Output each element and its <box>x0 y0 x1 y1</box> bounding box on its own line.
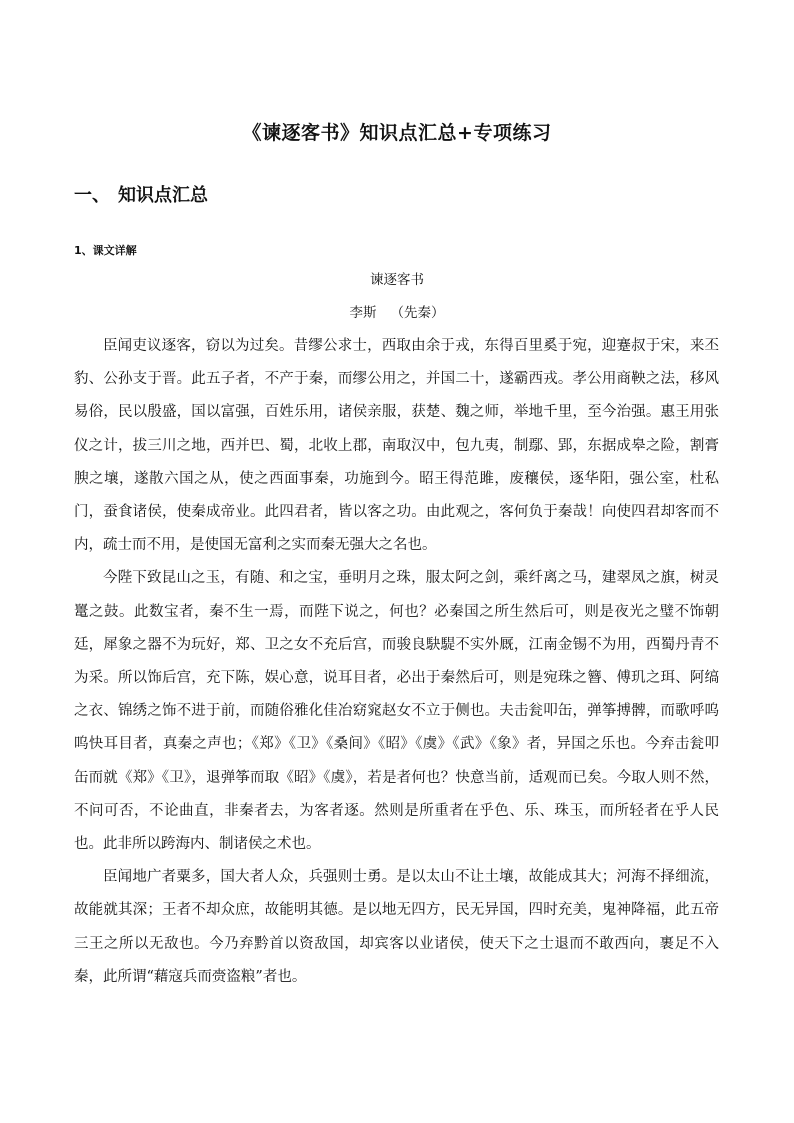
text-body <box>74 330 719 994</box>
text-author-line <box>0 301 794 321</box>
paragraph: 臣闻地广者粟多，国大者人众，兵强则士勇。是以太山不让土壤，故能成其大；河海不择细流，故能就其深；王者不却众庶，故能明其德。是以地无四方，民无异国，四时充美，鬼神降福，此五帝三王之所以无敌也。今乃弃黔首以资敌国，却宾客以业诸侯，使天下之士退而不敢西向，裹足不入秦，此所谓“藉寇兵而赍盗粮”者也。 <box>74 869 719 985</box>
section-number: 一、 <box>74 185 110 206</box>
paragraph: 今陛下致昆山之玉，有随、和之宝，垂明月之珠，服太阿之剑，乘纤离之马，建翠凤之旗，树灵鼍之鼓。此数宝者，秦不生一焉，而陛下说之，何也？必秦国之所生然后可，则是夜光之璧不饰朝廷，犀象之器不为玩好，郑、卫之女不充后宫，而骏良駃騠不实外厩，江南金锡不为用，西蜀丹青不为采。所以饰后宫，充下陈，娱心意，说耳目者，必出于秦然后可，则是宛珠之簪、傅玑之珥、阿缟之衣、锦绣之饰不进于前，而随俗雅化佳冶窈窕赵女不立于侧也。夫击瓮叩缶，弹筝搏髀，而歌呼呜呜快耳目者，真秦之声也；《郑》《卫》《桑间》《昭》《虞》《武》《象》者，异国之乐也。今弃击瓮叩缶而就《郑》《卫》，退弹筝而取《昭》《虞》，若是者何也？快意当前，适观而已矣。今取人则不然，不问可否，不论曲直，非秦者去，为客者逐。然则是所重者在乎色、乐、珠玉，而所轻者在乎人民也。此非所以跨海内、制诸侯之术也。 <box>74 570 719 853</box>
section-heading-text: 知识点汇总 <box>118 185 208 206</box>
section-heading <box>74 181 208 207</box>
text-title: 谏逐客书 <box>370 272 424 288</box>
subsection-heading: 1、课文详解 <box>74 244 137 257</box>
author-name: 李斯 <box>349 305 377 321</box>
document-title: 《谏逐客书》知识点汇总+专项练习 <box>242 122 552 144</box>
paragraph: 臣闻吏议逐客，窃以为过矣。昔缪公求士，西取由余于戎，东得百里奚于宛，迎蹇叔于宋，来丕豹、公孙支于晋。此五子者，不产于秦，而缪公用之，并国二十，遂霸西戎。孝公用商鞅之法，移风易俗，民以殷盛，国以富强，百姓乐用，诸侯亲服，获楚、魏之师，举地千里，至今治强。惠王用张仪之计，拔三川之地，西并巴、蜀，北收上郡，南取汉中，包九夷，制鄢、郢，东据成皋之险，割膏腴之壤，遂散六国之从，使之西面事秦，功施到今。昭王得范雎，废穰侯，逐华阳，强公室，杜私门，蚕食诸侯，使秦成帝业。此四君者，皆以客之功。由此观之，客何负于秦哉！向使四君却客而不内，疏士而不用，是使国无富利之实而秦无强大之名也。 <box>74 338 719 554</box>
author-era: （先秦） <box>390 305 445 321</box>
